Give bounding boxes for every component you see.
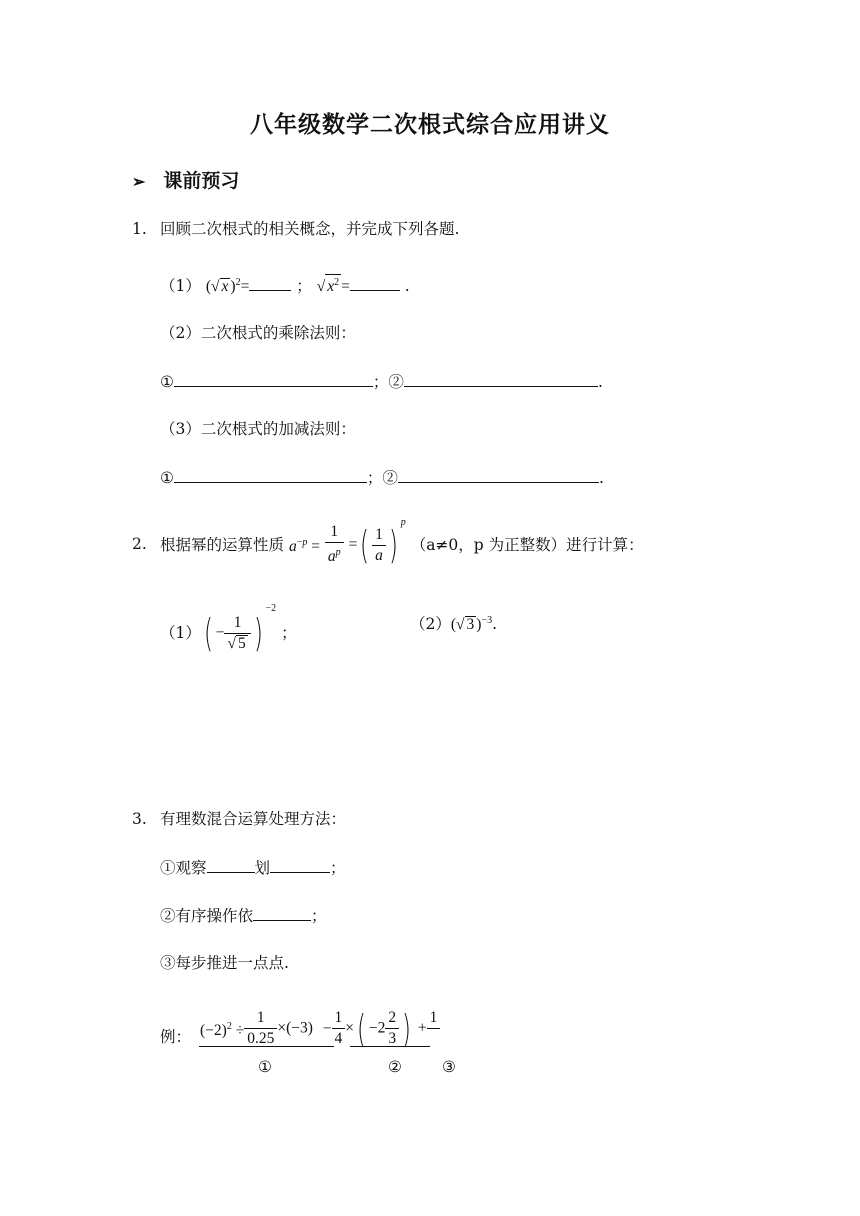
formula-sqrt3-power: (√ 3 )$^{-3}$ (450, 615, 493, 634)
answer-blank[interactable] (253, 904, 311, 921)
period: . (598, 469, 604, 487)
question-number: 2. (132, 535, 147, 553)
separator: ； (366, 469, 383, 487)
question-2: 2. 根据幂的运算性质 $a^{-p}$ = $\frac{1}{a^p}$ =( $\frac{1}{a}$ )$^p$ （a≠0，p 为正整数）进行计算： (132, 517, 644, 567)
separator: ； (330, 859, 346, 877)
section-heading (132, 166, 239, 193)
step-text: 划 (254, 859, 271, 877)
page-title: 八年级数学二次根式综合应用讲义 (250, 111, 610, 138)
underline-part-1 (199, 1046, 334, 1047)
q2-part1: （1）( − $\frac{1}{√ 5}$ )$^{-2}$ ； (160, 603, 297, 655)
answer-blank[interactable] (207, 856, 255, 873)
q1-part3-rules (160, 466, 604, 489)
fraction-1-over-4: $\frac{1}{4}$ (332, 1008, 346, 1049)
answer-blank[interactable] (270, 856, 330, 873)
part-label: （2） (410, 615, 451, 634)
answer-blank[interactable] (249, 274, 291, 291)
fraction-1-over-025: $\frac{1}{0.25}$ (244, 1008, 277, 1049)
period: . (597, 373, 603, 391)
underline-part-2 (350, 1046, 430, 1047)
formula-sqrt-of-x-squared: √ $x^2$ = (317, 278, 350, 295)
answer-blank[interactable] (174, 466, 367, 483)
circle-num: ① (160, 469, 174, 487)
power-formula: $a^{-p}$ = (288, 536, 320, 556)
part-label: （1） (160, 624, 201, 642)
fraction-2-over-3: $\frac{2}{3}$ (385, 1008, 399, 1049)
question-3 (132, 808, 346, 830)
example-label: 例： (160, 1028, 192, 1046)
separator: ； (311, 907, 327, 925)
section-label: 课前预习 (163, 170, 240, 192)
fraction-1-over-sqrt5: $\frac{1}{√ 5}$ (224, 613, 250, 654)
answer-blank[interactable] (398, 466, 599, 483)
fraction-1-over-a: $\frac{1}{a}$ (372, 525, 386, 566)
q1-part1 (160, 272, 410, 298)
formula-sqrt-x-squared: (√ x )$^2$= (205, 277, 250, 296)
question-text: 根据幂的运算性质 (160, 536, 285, 554)
separator: ； (372, 373, 389, 391)
question-text: 有理数混合运算处理方法： (160, 810, 347, 828)
circle-num: ② (382, 469, 398, 487)
marker-2: ② (388, 1058, 402, 1076)
period: . (404, 277, 410, 296)
q2-part2 (410, 610, 497, 636)
separator: ； (296, 277, 312, 296)
marker-3: ③ (442, 1058, 456, 1076)
q3-step2 (160, 904, 327, 927)
circle-num: ② (388, 373, 404, 391)
question-text: 回顾二次根式的相关概念，并完成下列各题. (160, 220, 460, 238)
separator: ； (281, 624, 297, 642)
part-label: （1） (160, 277, 201, 296)
circle-num: ① (160, 373, 174, 391)
answer-blank[interactable] (350, 274, 400, 291)
arrow-bullet-icon: ➢ (132, 172, 146, 191)
q1-part3: （3）二次根式的加减法则： (160, 420, 356, 438)
question-condition: （a≠0，p 为正整数）进行计算： (410, 536, 644, 554)
period: . (492, 615, 498, 634)
answer-blank[interactable] (174, 370, 373, 387)
q1-part2-rules (160, 370, 603, 393)
question-number: 3. (132, 810, 147, 828)
question-1 (132, 218, 459, 240)
fraction-1-over-a-p: $\frac{1}{a^p}$ (325, 522, 344, 567)
marker-1: ① (258, 1058, 272, 1076)
answer-blank[interactable] (404, 370, 598, 387)
q3-step1 (160, 856, 346, 879)
q3-step3: ③每步推进一点点. (160, 954, 289, 972)
question-number: 1. (132, 220, 147, 238)
example-expression: $(-2)^2$ ÷ $\frac{1}{0.25}$ ×(−3) − $\frac{1}{4}$ ×( −2 $\frac{2}{3}$ ) + 1 (200, 1008, 440, 1049)
step-text: ①观察 (160, 859, 207, 877)
q1-part2: （2）二次根式的乘除法则： (160, 324, 356, 342)
step-text: ②有序操作依 (160, 907, 254, 925)
fraction-1-over-blank: 1 (427, 1008, 441, 1049)
